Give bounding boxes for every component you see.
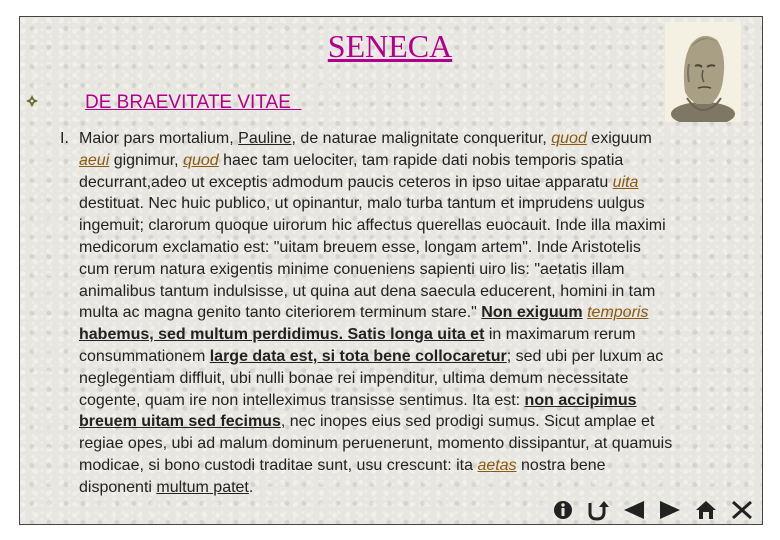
highlighted-term[interactable]: quod — [551, 130, 587, 147]
text-segment: medicorum exclamatio est: "uitam breuem esse, longam artem". Inde Aristotelis — [79, 238, 641, 256]
highlighted-term[interactable]: aetas — [477, 456, 517, 474]
text-segment: neglegentiam diffluit, ubi nulli bonae rei impenditur, ultima demum necessitate — [79, 369, 629, 387]
previous-button[interactable] — [619, 497, 649, 523]
highlighted-term[interactable]: multum patet — [156, 478, 249, 496]
section-number: I. — [60, 130, 69, 147]
text-segment: nostra bene — [516, 456, 606, 474]
text-segment: , de naturae malignitate conqueritur, — [291, 130, 552, 147]
text-segment: multa ac magna genito tanto citeriorem terminum stare." — [79, 304, 482, 322]
text-segment: , nec inopes eius sed prodigi sumus. Sicut amplae et — [280, 413, 655, 431]
info-icon — [552, 499, 574, 521]
seneca-bust-portrait — [665, 22, 741, 122]
highlighted-term[interactable]: large data est, si tota bene collocaretur — [209, 347, 507, 365]
text-line — [79, 281, 755, 303]
info-button[interactable] — [548, 497, 578, 523]
return-button[interactable] — [583, 497, 613, 523]
section-subtitle: DE BRAEVITATE VITAE — [85, 92, 302, 113]
text-line — [79, 150, 755, 172]
text-segment: decurrant,adeo ut exceptis admodum paucis ceteros in ipso uitae apparatu — [79, 173, 613, 191]
text-line — [79, 411, 755, 433]
highlighted-term[interactable]: non accipimus — [524, 391, 637, 409]
highlighted-term[interactable]: Pauline — [238, 130, 292, 147]
highlighted-term[interactable]: habemus, sed multum perdidimus. Satis longa uita et — [79, 326, 485, 344]
text-segment: regiae opes, ubi ad malum dominum peruenerunt, momento dissipantur, at quamuis — [79, 435, 673, 453]
highlighted-term[interactable]: uita — [612, 173, 639, 191]
page-title: SENECA — [327, 28, 453, 64]
text-segment: consummationem — [79, 347, 210, 365]
text-segment: destituat. Nec huic publico, ut opinantur, malo turba tantum et imprudens uulgus — [79, 195, 645, 213]
home-button[interactable] — [691, 497, 721, 523]
end-icon — [730, 499, 754, 521]
highlighted-term[interactable]: quod — [183, 151, 219, 169]
text-segment: disponenti — [79, 478, 157, 496]
text-line — [79, 368, 755, 390]
text-line — [79, 324, 755, 346]
text-segment: in maximarum rerum — [484, 326, 636, 344]
text-line — [79, 390, 755, 412]
text-segment: animalibus tantum indulsisse, ut quina aut dena saecula educerent, homini in tam — [79, 282, 656, 300]
text-line — [79, 346, 755, 368]
text-segment: cum rerum natura exigentis minime conueniens sapienti uiro lis: "aetatis illam — [79, 260, 625, 278]
text-segment: ingemuit; clarorum quoque uirorum hic affectus querellas euocauit. Inde illa maximi — [79, 217, 666, 235]
text-segment: exiguum — [586, 130, 652, 147]
next-icon — [658, 499, 682, 521]
bullet-diamond-icon — [26, 95, 38, 107]
text-segment: . — [248, 478, 254, 496]
text-segment: ; sed ubi per luxum ac — [506, 347, 664, 365]
home-icon — [694, 499, 718, 521]
text-line — [79, 172, 755, 194]
text-segment: gignimur, — [109, 151, 184, 169]
return-icon — [586, 499, 610, 521]
highlighted-term[interactable]: temporis — [587, 304, 649, 322]
next-button[interactable] — [655, 497, 685, 523]
end-button[interactable] — [727, 497, 757, 523]
highlighted-term[interactable]: breuem uitam sed fecimus — [79, 413, 281, 431]
text-line — [79, 215, 755, 237]
text-line — [79, 455, 755, 477]
text-line — [79, 302, 755, 324]
text-segment: cogente, quam ire non intelleximus transisse sentimus. Ita est: — [79, 391, 525, 409]
text-line — [79, 193, 755, 215]
text-line — [79, 259, 755, 281]
text-segment: Maior pars mortalium, — [79, 130, 239, 147]
previous-icon — [622, 499, 646, 521]
text-line — [79, 237, 755, 259]
text-line — [79, 128, 755, 150]
text-segment: haec tam uelociter, tam rapide dati nobis temporis spatia — [218, 151, 624, 169]
text-segment: modicae, si bono custodi traditae sunt, usu crescunt: ita — [79, 456, 478, 474]
highlighted-term[interactable]: Non exiguum — [481, 304, 583, 322]
text-line — [79, 477, 755, 499]
highlighted-term[interactable]: aeui — [79, 151, 110, 169]
text-line — [79, 433, 755, 455]
body-text — [79, 128, 755, 499]
